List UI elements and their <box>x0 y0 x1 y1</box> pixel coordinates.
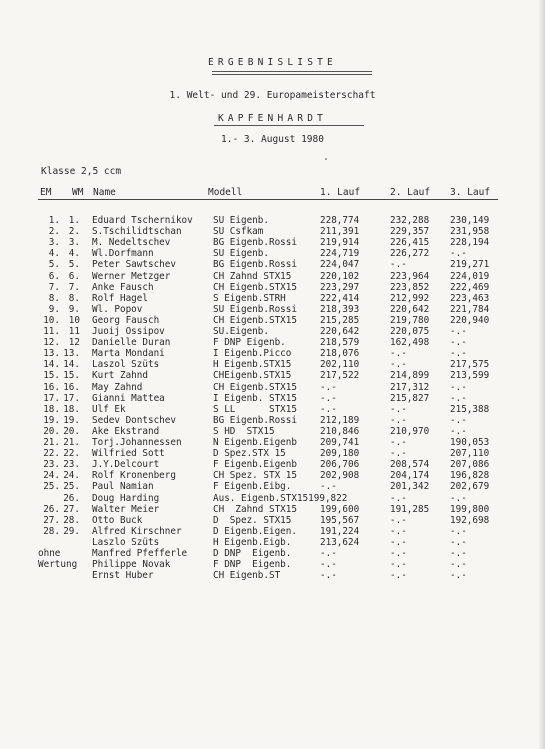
cell-name: Werner Metzger <box>92 270 171 282</box>
cell-modell: CH Zahnd STX15 <box>213 503 297 515</box>
cell-wm: 18. <box>63 403 80 415</box>
class-label: Klasse 2,5 ccm <box>41 166 122 177</box>
cell-em: 23. <box>43 459 60 471</box>
table-row <box>0 293 545 304</box>
cell-l1: 202,110 <box>320 359 360 371</box>
cell-name: Ernst Huber <box>92 570 154 582</box>
cell-l2: -.- <box>390 448 407 460</box>
cell-em: 7. <box>48 281 60 293</box>
cell-wm: 28. <box>63 514 80 526</box>
cell-l2: 208,574 <box>390 459 430 471</box>
cell-l1: 210,846 <box>320 425 360 437</box>
cell-l2: 232,288 <box>390 215 430 226</box>
table-row <box>0 526 545 537</box>
cell-l1: 213,624 <box>320 536 360 548</box>
cell-name: Walter Meier <box>92 503 160 515</box>
paper-speck <box>325 158 327 160</box>
cell-name: Wl.Dorfmann <box>92 248 154 260</box>
cell-l2: 201,342 <box>390 481 430 493</box>
cell-l3: 207,110 <box>450 448 490 460</box>
cell-wm: 20. <box>63 425 80 437</box>
cell-l1: 219,914 <box>320 237 360 249</box>
cell-em: 25. <box>43 481 60 493</box>
cell-l1: 222,414 <box>320 292 360 304</box>
cell-name: Wl. Popov <box>92 303 143 315</box>
cell-l1: -.- <box>320 559 337 571</box>
table-row <box>0 215 545 226</box>
cell-l3: -.- <box>450 337 467 349</box>
cell-l2: 229,357 <box>390 226 430 238</box>
cell-wm: 11 <box>68 326 80 337</box>
cell-modell: CH Zahnd STX15 <box>213 270 292 282</box>
event-subtitle: 1. Welt- und 29. Europameisterschaft <box>169 90 376 101</box>
cell-l3: -.- <box>450 414 467 426</box>
cell-modell: CH Eigenb.STX15 <box>213 314 297 326</box>
table-row <box>0 237 545 248</box>
cell-modell: SU Eigenb.Rossi <box>213 303 297 315</box>
cell-em: 21. <box>43 437 60 448</box>
cell-name: Rolf Kronenberg <box>92 470 176 482</box>
cell-em: Wertung <box>38 559 78 571</box>
cell-name: Laszlo Szüts <box>92 536 160 548</box>
cell-em: 2. <box>48 226 60 238</box>
cell-modell: CHEigenb.STX15 <box>213 370 292 382</box>
cell-modell: I Eigenb.Picco <box>213 348 292 360</box>
cell-l2: 226,415 <box>390 237 430 249</box>
cell-modell: BG Eigenb.Rossi <box>213 259 297 271</box>
cell-modell: SU Eigenb. <box>213 248 269 260</box>
cell-name: M. Nedeltschev <box>92 237 171 249</box>
cell-modell: CH Eigenb.STX15 <box>213 381 297 393</box>
col-header-lauf3: 3. Lauf <box>450 187 491 198</box>
cell-wm: 24. <box>63 470 80 482</box>
cell-wm: 12 <box>68 337 80 349</box>
cell-l1: -.- <box>320 548 337 559</box>
cell-modell: N Eigenb.Eigenb <box>213 437 297 448</box>
col-header-lauf1: 1. Lauf <box>320 187 361 198</box>
cell-l1: -.- <box>320 570 337 582</box>
table-row <box>0 515 545 526</box>
cell-wm: 15. <box>63 370 80 382</box>
cell-l2: -.- <box>390 348 407 360</box>
cell-name: Kurt Zahnd <box>92 370 148 382</box>
cell-name: Doug Harding <box>92 492 160 504</box>
cell-em: 28. <box>43 525 60 537</box>
cell-l3: -.- <box>450 525 467 537</box>
col-header-wm: WM <box>72 187 84 198</box>
cell-l3: -.- <box>450 559 467 571</box>
cell-wm: 25. <box>63 481 80 493</box>
cell-l3: -.- <box>450 536 467 548</box>
cell-l1: -.- <box>320 392 337 404</box>
cell-name: Wilfried Sott <box>92 448 165 460</box>
cell-wm: 23. <box>63 459 80 471</box>
cell-l3: 224,019 <box>450 270 490 282</box>
cell-wm: 14. <box>63 359 80 371</box>
cell-wm: 27. <box>63 503 80 515</box>
cell-l2: -.- <box>390 403 407 415</box>
cell-l2: 210,970 <box>390 425 430 437</box>
cell-l3: 202,679 <box>450 481 490 493</box>
cell-l2: 220,075 <box>390 326 430 337</box>
cell-modell: S LL STX15 <box>213 403 297 415</box>
cell-name: Marta Mondani <box>92 348 165 360</box>
cell-l1: 217,522 <box>320 370 360 382</box>
cell-em: 12. <box>43 337 60 349</box>
cell-l1: 223,297 <box>320 281 360 293</box>
cell-em: 13. <box>43 348 60 360</box>
cell-l2: 217,312 <box>390 381 430 393</box>
cell-l3: 220,940 <box>450 314 490 326</box>
cell-l2: -.- <box>390 414 407 426</box>
cell-l2: -.- <box>390 525 407 537</box>
cell-modell: D DNP Eigenb. <box>213 548 292 559</box>
cell-name: May Zahnd <box>92 381 143 393</box>
table-row <box>0 559 545 570</box>
cell-em: 22. <box>43 448 60 460</box>
cell-em: 10. <box>43 314 60 326</box>
cell-wm: 1. <box>68 215 80 226</box>
cell-em: 3. <box>48 237 60 249</box>
table-row <box>0 448 545 459</box>
cell-l3: -.- <box>450 548 467 559</box>
cell-l2: 215,827 <box>390 392 430 404</box>
cell-modell: SU Csfkam <box>213 226 264 238</box>
cell-l1: -.- <box>320 381 337 393</box>
table-row <box>0 259 545 270</box>
table-row <box>0 459 545 470</box>
cell-l3: -.- <box>450 381 467 393</box>
cell-wm: 19. <box>63 414 80 426</box>
cell-wm: 6. <box>68 270 80 282</box>
document-title: ERGEBNISLISTE <box>208 57 337 68</box>
cell-wm: 10 <box>68 314 80 326</box>
cell-name: S.Tschilidtschan <box>92 226 182 238</box>
cell-em: 11. <box>43 326 60 337</box>
cell-l2: 212,992 <box>390 292 430 304</box>
cell-wm: 17. <box>63 392 80 404</box>
table-row <box>0 382 545 393</box>
cell-l2: 219,780 <box>390 314 430 326</box>
cell-l1: 228,774 <box>320 215 360 226</box>
cell-modell: CH Eigenb.STX15 <box>213 281 297 293</box>
cell-l3: -.- <box>450 425 467 437</box>
cell-em: 26. <box>43 503 60 515</box>
cell-l3: 231,958 <box>450 226 490 238</box>
cell-wm: 3. <box>68 237 80 249</box>
cell-modell: SU Eigenb. <box>213 215 269 226</box>
table-row <box>0 493 545 504</box>
cell-em: 19. <box>43 414 60 426</box>
cell-l1: 202,908 <box>320 470 360 482</box>
table-row <box>0 337 545 348</box>
cell-l2: 204,174 <box>390 470 430 482</box>
table-row <box>0 537 545 548</box>
cell-modell: D Eigenb.Eigen. <box>213 525 297 537</box>
cell-modell: F DNP Eigenb. <box>213 337 286 349</box>
cell-name: Sedev Dontschev <box>92 414 176 426</box>
cell-l2: 214,899 <box>390 370 430 382</box>
cell-em: 24. <box>43 470 60 482</box>
cell-modell: BG Eigenb.Rossi <box>213 237 297 249</box>
cell-em: 14. <box>43 359 60 371</box>
location-underline <box>214 125 364 126</box>
cell-modell: F Eigenb.Eigenb <box>213 459 297 471</box>
table-row <box>0 426 545 437</box>
cell-name: Torj.Johannessen <box>92 437 182 448</box>
table-row <box>0 570 545 581</box>
cell-l3: 199,800 <box>450 503 490 515</box>
cell-wm: 13. <box>63 348 80 360</box>
cell-wm: 16. <box>63 381 80 393</box>
cell-name: Laszol Szüts <box>92 359 160 371</box>
cell-name: Otto Buck <box>92 514 143 526</box>
cell-em: 15. <box>43 370 60 382</box>
table-row <box>0 404 545 415</box>
cell-l3: -.- <box>450 392 467 404</box>
cell-l1: -.- <box>320 403 337 415</box>
event-location: KAPFENHARDT <box>217 113 328 124</box>
cell-l1: 220,102 <box>320 270 360 282</box>
cell-l2: -.- <box>390 437 407 448</box>
cell-wm: 22. <box>63 448 80 460</box>
cell-modell: H Eigenb.STX15 <box>213 359 292 371</box>
cell-modell: BG Eigenb.Rossi <box>213 414 297 426</box>
cell-wm: 2. <box>68 226 80 238</box>
cell-l2: -.- <box>390 559 407 571</box>
cell-wm: 5. <box>68 259 80 271</box>
cell-em: 9. <box>48 303 60 315</box>
cell-l1: -.- <box>320 481 337 493</box>
cell-em: 5. <box>48 259 60 271</box>
cell-l3: 219,271 <box>450 259 490 271</box>
cell-modell: S Eigenb.STRH <box>213 292 286 304</box>
table-row <box>0 226 545 237</box>
cell-l3: -.- <box>450 348 467 360</box>
cell-l3: 223,463 <box>450 292 490 304</box>
cell-name: Eduard Tschernikov <box>92 215 193 226</box>
cell-modell: CH Spez. STX 15 <box>213 470 297 482</box>
table-row <box>0 248 545 259</box>
cell-l3: 221,784 <box>450 303 490 315</box>
cell-l1: 218,076 <box>320 348 360 360</box>
cell-l2: 223,852 <box>390 281 430 293</box>
cell-name: Ulf Ek <box>92 403 126 415</box>
cell-wm: 9. <box>68 303 80 315</box>
cell-l3: -.- <box>450 248 467 260</box>
cell-name: Danielle Duran <box>92 337 171 349</box>
cell-l1: 224,047 <box>320 259 360 271</box>
cell-modell: F Eigenb.Eibg. <box>213 481 292 493</box>
cell-name: Philippe Novak <box>92 559 171 571</box>
table-row <box>0 315 545 326</box>
cell-l2: 220,642 <box>390 303 430 315</box>
cell-l2: 191,285 <box>390 503 430 515</box>
cell-name: Georg Fausch <box>92 314 160 326</box>
cell-name: Ake Ekstrand <box>92 425 160 437</box>
event-date: 1.- 3. August 1980 <box>221 134 324 145</box>
cell-modell: D Spez.STX 15 <box>213 448 286 460</box>
cell-name: Peter Sawtschev <box>92 259 176 271</box>
cell-l1: 215,285 <box>320 314 360 326</box>
table-row <box>0 393 545 404</box>
cell-name: Alfred Kirschner <box>92 525 182 537</box>
cell-l3: 207,086 <box>450 459 490 471</box>
cell-modell: F DNP Eigenb. <box>213 559 292 571</box>
header-rule <box>38 199 498 200</box>
col-header-modell: Modell <box>208 187 243 198</box>
cell-name: J.Y.Delcourt <box>92 459 160 471</box>
cell-em: 1. <box>48 215 60 226</box>
cell-em: 6. <box>48 270 60 282</box>
cell-l1: 212,189 <box>320 414 360 426</box>
table-row <box>0 282 545 293</box>
cell-l3: 213,599 <box>450 370 490 382</box>
cell-name: Rolf Hagel <box>92 292 148 304</box>
cell-modell: I Eigenb. STX15 <box>213 392 297 404</box>
cell-modell: CH Eigenb.ST <box>213 570 281 582</box>
table-row <box>0 470 545 481</box>
table-row <box>0 271 545 282</box>
cell-em: 17. <box>43 392 60 404</box>
cell-l2: -.- <box>390 514 407 526</box>
cell-name: Juoij Ossipov <box>92 326 165 337</box>
cell-l3: 192,698 <box>450 514 490 526</box>
cell-name: Manfred Pfefferle <box>92 548 188 559</box>
table-row <box>0 504 545 515</box>
table-row <box>0 359 545 370</box>
cell-l1: 195,567 <box>320 514 360 526</box>
cell-l1: 218,393 <box>320 303 360 315</box>
cell-l2: -.- <box>390 492 407 504</box>
cell-l1: 211,391 <box>320 226 360 238</box>
cell-l2: -.- <box>390 570 407 582</box>
cell-wm: 21. <box>63 437 80 448</box>
table-row <box>0 348 545 359</box>
cell-modell: S HD STX15 <box>213 425 275 437</box>
col-header-em: EM <box>40 187 52 198</box>
cell-em: 18. <box>43 403 60 415</box>
cell-modell: SU.Eigenb. <box>213 326 269 337</box>
table-row <box>0 548 545 559</box>
cell-wm: 8. <box>68 292 80 304</box>
cell-name: Anke Fausch <box>92 281 154 293</box>
cell-l2: -.- <box>390 548 407 559</box>
cell-em: 16. <box>43 381 60 393</box>
cell-l3: 215,388 <box>450 403 490 415</box>
table-row <box>0 326 545 337</box>
cell-name: Paul Namian <box>92 481 154 493</box>
cell-l3: 230,149 <box>450 215 490 226</box>
cell-em: ohne <box>38 548 61 559</box>
cell-l1: 209,741 <box>320 437 360 448</box>
cell-l1: 199,600 <box>320 503 360 515</box>
cell-l3: 228,194 <box>450 237 490 249</box>
cell-modell: D Spez. STX15 <box>213 514 292 526</box>
cell-em: 4. <box>48 248 60 260</box>
table-row <box>0 370 545 381</box>
cell-l1: 209,180 <box>320 448 360 460</box>
cell-em: 20. <box>43 425 60 437</box>
cell-l2: 162,498 <box>390 337 430 349</box>
cell-modell: Aus. Eigenb.STX15199,822 <box>213 492 348 504</box>
col-header-name: Name <box>93 187 116 198</box>
cell-l3: 217,575 <box>450 359 490 371</box>
cell-l3: 222,469 <box>450 281 490 293</box>
title-double-underline <box>212 71 372 75</box>
cell-name: Gianni Mattea <box>92 392 165 404</box>
cell-l2: -.- <box>390 536 407 548</box>
cell-l3: -.- <box>450 326 467 337</box>
cell-em: 8. <box>48 292 60 304</box>
cell-l1: 218,579 <box>320 337 360 349</box>
cell-l1: 206,706 <box>320 459 360 471</box>
cell-l3: -.- <box>450 570 467 582</box>
cell-l1: 224,719 <box>320 248 360 260</box>
cell-wm: 26. <box>63 492 80 504</box>
cell-wm: 7. <box>68 281 80 293</box>
col-header-lauf2: 2. Lauf <box>390 187 431 198</box>
table-row <box>0 415 545 426</box>
table-row <box>0 437 545 448</box>
cell-l1: 191,224 <box>320 525 360 537</box>
cell-modell: H Eigenb.Eigb. <box>213 536 292 548</box>
cell-l1: 220,642 <box>320 326 360 337</box>
cell-l3: 190,053 <box>450 437 490 448</box>
cell-wm: 4. <box>68 248 80 260</box>
cell-l3: -.- <box>450 492 467 504</box>
cell-l2: 223,964 <box>390 270 430 282</box>
cell-l3: 196,828 <box>450 470 490 482</box>
cell-l2: -.- <box>390 259 407 271</box>
cell-l2: 226,272 <box>390 248 430 260</box>
cell-em: 27. <box>43 514 60 526</box>
cell-wm: 29. <box>63 525 80 537</box>
table-row <box>0 304 545 315</box>
table-row <box>0 481 545 492</box>
cell-l2: -.- <box>390 359 407 371</box>
